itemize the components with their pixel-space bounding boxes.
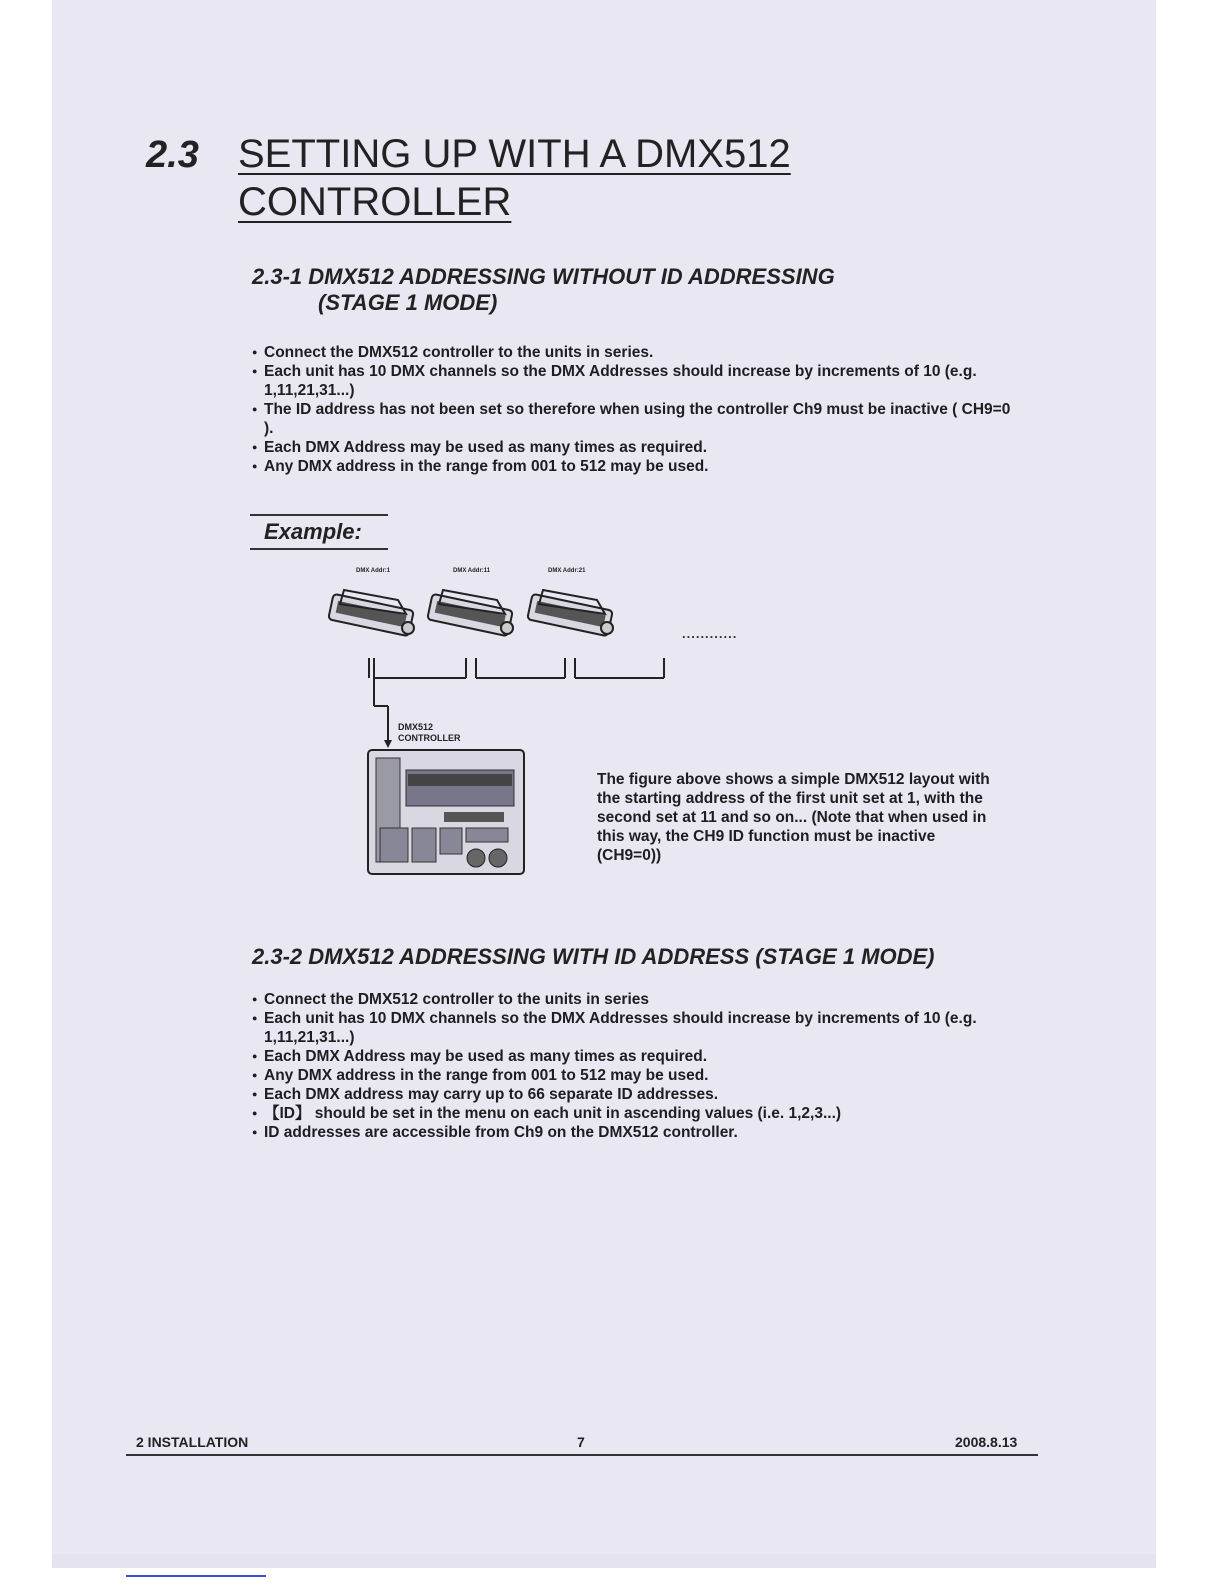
continuation-dots: ............ [682, 626, 738, 641]
section-title-line1: SETTING UP WITH A DMX512 [238, 132, 791, 176]
subsection-2-bullet-list [252, 990, 1012, 1142]
subsection-1-heading-line2: (STAGE 1 MODE) [318, 290, 498, 315]
list-item: ● Connect the DMX512 controller to the units in series [252, 990, 1012, 1009]
list-item: ● Any DMX address in the range from 001 to 512 may be used. [252, 457, 1012, 476]
unit-1-address-label: DMX Addr:1 [356, 568, 391, 574]
footer-divider [126, 1454, 1038, 1456]
list-item: ● Each unit has 10 DMX channels so the DMX Addresses should increase by increments of 10 (e.g. 1,11,21,31...) [252, 1009, 1012, 1047]
unit-2-address-label: DMX Addr:11 [453, 568, 491, 574]
example-label: Example: [250, 514, 388, 550]
list-item: ● 【ID】 should be set in the menu on each unit in ascending values (i.e. 1,2,3...) [252, 1104, 1012, 1123]
section-number: 2.3 [146, 134, 199, 176]
list-item: ● Each DMX Address may be used as many times as required. [252, 438, 1012, 457]
list-item: ● Connect the DMX512 controller to the units in series. [252, 343, 1012, 362]
figure-caption: The figure above shows a simple DMX512 layout with the starting address of the first unit set at 1, with the second set at 11 and so on... (Note that when used in this way, the CH9 ID function must be inactive (CH9=0)) [597, 771, 990, 864]
list-item: ● Any DMX address in the range from 001 to 512 may be used. [252, 1066, 1012, 1085]
dmx512-controller-icon [368, 750, 524, 874]
footer-chapter: 2 INSTALLATION [136, 1434, 249, 1450]
light-fixture-2-icon [427, 590, 513, 636]
list-item: ● The ID address has not been set so therefore when using the controller Ch9 must be inactive ( CH9=0 ). [252, 400, 1012, 438]
light-fixture-3-icon [527, 590, 613, 636]
arrow-icon [384, 740, 392, 748]
controller-label-line2: CONTROLLER [398, 733, 461, 743]
list-item: ● Each DMX address may carry up to 66 separate ID addresses. [252, 1085, 1012, 1104]
section-title-line2: CONTROLLER [238, 180, 512, 224]
list-item: ● Each unit has 10 DMX channels so the DMX Addresses should increase by increments of 10 (e.g. 1,11,21,31...) [252, 362, 1012, 400]
page-number: 7 [577, 1434, 585, 1450]
footer-date: 2008.8.13 [955, 1434, 1018, 1450]
subsection-2-heading: 2.3-2 DMX512 ADDRESSING WITH ID ADDRESS (STAGE 1 MODE) [252, 944, 935, 969]
list-item: ● Each DMX Address may be used as many times as required. [252, 1047, 1012, 1066]
controller-label-line1: DMX512 [398, 722, 434, 732]
unit-3-address-label: DMX Addr:21 [548, 568, 586, 574]
subsection-1-heading-line1: 2.3-1 DMX512 ADDRESSING WITHOUT ID ADDRESSING [252, 264, 835, 289]
light-fixture-1-icon [328, 590, 414, 636]
list-item: ● ID addresses are accessible from Ch9 on the DMX512 controller. [252, 1123, 1012, 1142]
controller-label [398, 722, 461, 744]
